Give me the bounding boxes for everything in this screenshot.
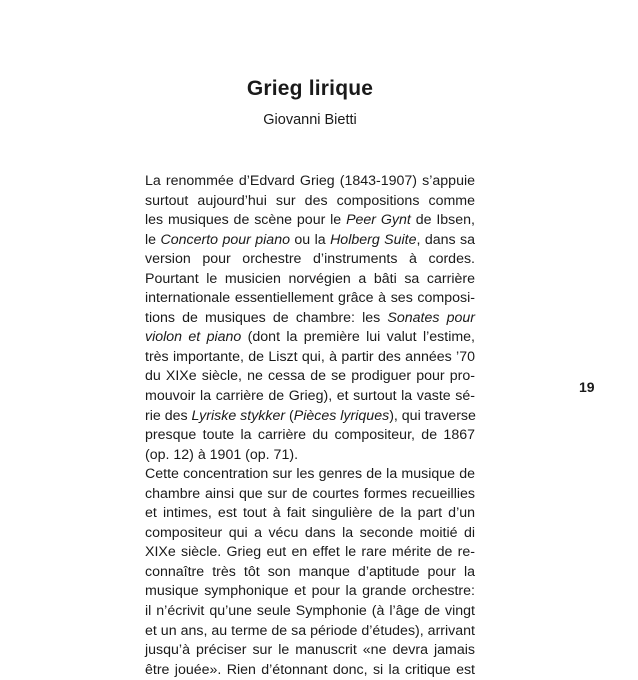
body-line — [145, 250, 475, 270]
body-text-segment: jusqu’à préciser sur le manuscrit «ne devra jamais — [145, 642, 475, 659]
page-number: 19 — [579, 379, 595, 395]
body-line — [145, 602, 475, 622]
article-title: Grieg lirique — [246, 77, 374, 100]
body-line — [145, 465, 475, 485]
body-line — [145, 231, 475, 251]
italic-title-text: Sonates pour — [387, 309, 475, 326]
body-text-segment: , dans sa — [416, 231, 476, 248]
body-line — [145, 309, 475, 329]
body-text-segment: ), qui traverse — [389, 407, 476, 424]
body-text-segment: du XIXe siècle, ne cessa de se prodiguer pour pro- — [145, 368, 475, 385]
article-body — [145, 172, 475, 680]
body-line — [145, 192, 475, 212]
body-text-segment: il n’écrivit qu’une seule Symphonie (à l’âge de vingt — [145, 603, 475, 620]
body-line — [145, 407, 475, 427]
body-text-segment: La renommée d’Edvard Grieg (1843-1907) s’appuie — [145, 173, 475, 189]
body-text-segment: tions de musiques de chambre: les — [145, 309, 388, 326]
italic-title-text: Pièces lyriques — [293, 407, 390, 424]
body-line — [145, 348, 475, 368]
body-text-segment: Cette concentration sur les genres de la musique de — [145, 466, 475, 483]
body-line — [145, 582, 475, 602]
italic-title-text: Peer Gynt — [346, 212, 411, 229]
body-text-segment: et intimes, est tout à fait singulière de la part d’un — [145, 505, 475, 522]
body-text-segment: internationale essentiellement grâce à ses composi- — [145, 290, 475, 307]
body-line — [145, 641, 475, 661]
article-author: Giovanni Bietti — [263, 112, 357, 128]
body-text-segment: version pour orchestre d’instruments à cordes. — [145, 251, 475, 268]
body-text-segment: de Ibsen, — [410, 212, 475, 229]
body-text-segment: connaître très tôt son manque d’aptitude pour la — [145, 563, 475, 580]
body-text-segment: le — [145, 231, 161, 248]
body-text-segment: et un ans, au terme de sa période d’études), arrivant — [145, 622, 475, 639]
italic-title-text: violon et piano — [145, 329, 242, 346]
body-text-segment: ou la — [289, 231, 331, 248]
body-line — [145, 543, 475, 563]
body-text-segment: mouvoir la carrière de Grieg), et surtout la vaste sé- — [145, 388, 475, 405]
body-text-segment: XIXe siècle. Grieg eut en effet le rare mérite de re- — [145, 544, 475, 561]
body-text-segment: Pourtant le musicien norvégien a bâti sa carrière — [145, 270, 475, 287]
body-text-segment: très importante, de Liszt qui, à partir des années ’70 — [145, 348, 475, 365]
body-text-segment: presque toute la carrière du compositeur, de 1867 — [145, 427, 475, 444]
body-text-segment: musique symphonique et pour la grande orchestre: — [145, 583, 475, 600]
body-text-segment: (dont la première lui valut l’estime, — [241, 329, 475, 346]
italic-title-text: Holberg Suite — [330, 231, 417, 248]
body-line — [145, 524, 475, 544]
italic-title-text: Lyriske stykker — [191, 407, 286, 424]
body-line — [145, 485, 475, 505]
body-line — [145, 446, 475, 466]
body-line — [145, 328, 475, 348]
body-text-segment: être jouée». Rien d’étonnant donc, si la critique est — [145, 661, 475, 678]
italic-title-text: Concerto pour piano — [160, 231, 290, 248]
body-line — [145, 661, 475, 680]
body-line — [145, 211, 475, 231]
body-text-segment: (op. 12) à 1901 (op. 71). — [145, 446, 299, 463]
body-line — [145, 563, 475, 583]
body-text-segment: surtout aujourd’hui sur des compositions comme — [145, 192, 475, 209]
body-text-segment: compositeur qui a vécu dans la seconde moitié di — [145, 524, 475, 541]
body-line — [145, 622, 475, 642]
body-line — [145, 426, 475, 446]
body-line — [145, 367, 475, 387]
body-line — [145, 289, 475, 309]
body-line — [145, 504, 475, 524]
body-line — [145, 172, 475, 192]
body-line — [145, 270, 475, 290]
body-text-segment: ( — [285, 407, 294, 424]
body-line — [145, 387, 475, 407]
body-text-segment: rie des — [145, 407, 192, 424]
body-text-segment: les musiques de scène pour le — [145, 212, 347, 229]
body-text-segment: chambre ainsi que sur de courtes formes recueillies — [145, 485, 475, 502]
